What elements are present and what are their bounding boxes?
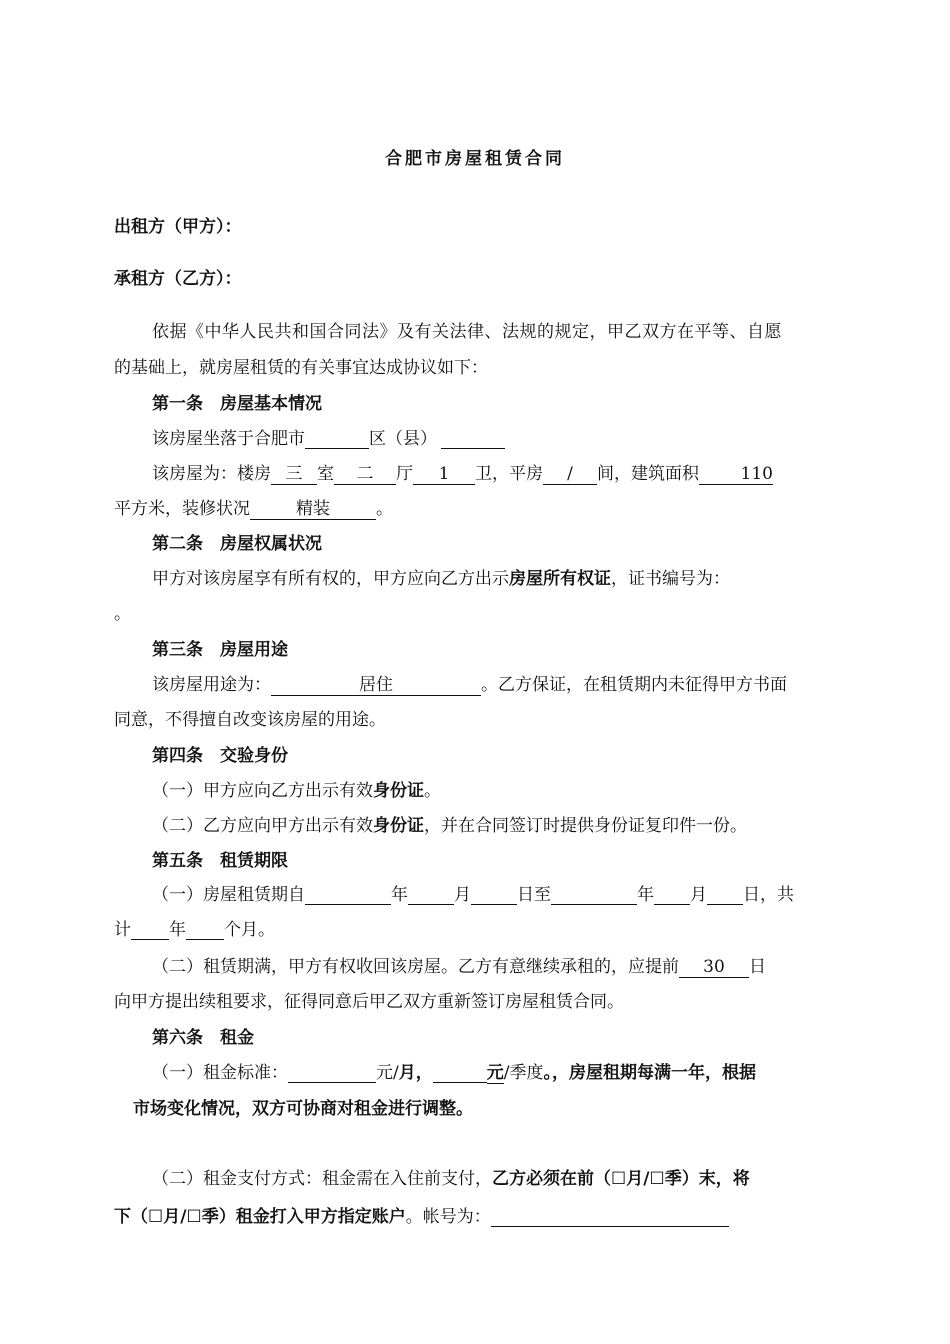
intro-line-1: 依据《中华人民共和国合同法》及有关法律、法规的规定，甲乙双方在平等、自愿 <box>152 322 782 342</box>
id2-card-text: 身份证 <box>373 816 424 836</box>
term-total: 计 <box>114 920 131 940</box>
id-text-b: 。 <box>424 781 441 801</box>
account-number-blank[interactable] <box>491 1206 729 1227</box>
layout-text-f: 平方米，装修状况 <box>114 499 250 519</box>
ownership-text-a: 甲方对该房屋享有所有权的，甲方应向乙方出示 <box>152 569 509 589</box>
term-year-2: 年 <box>637 885 654 905</box>
article-1-decoration <box>114 498 393 520</box>
notice-days-field[interactable]: 30 <box>679 957 749 978</box>
layout-text-c: 厅 <box>396 464 413 484</box>
account-label: 。帐号为： <box>405 1207 491 1227</box>
layout-text-a: 该房屋为：楼房 <box>152 464 271 484</box>
article-6-item-2 <box>152 1168 750 1190</box>
layout-text-d: 卫，平房 <box>475 464 543 484</box>
article-5-item-1 <box>152 884 794 906</box>
id2-text-a: （二）乙方应向甲方出示有效 <box>152 816 373 836</box>
area-field[interactable]: 110 <box>699 464 773 485</box>
article-5-heading: 第五条 租赁期限 <box>152 851 288 871</box>
article-6-item-1-cont: 市场变化情况，双方可协商对租金进行调整。 <box>133 1099 473 1119</box>
district-text: 区（县） <box>369 429 437 449</box>
article-4-item-2 <box>152 815 747 837</box>
city-blank[interactable] <box>305 428 369 449</box>
end-day-blank[interactable] <box>707 884 743 905</box>
halls-field[interactable]: 二 <box>334 464 396 485</box>
rent-adjust-text: 。，房屋租期每满一年，根据 <box>543 1063 756 1083</box>
end-month-blank[interactable] <box>654 884 690 905</box>
article-1-location <box>152 428 505 450</box>
article-3-heading: 第三条 房屋用途 <box>152 640 288 660</box>
rent-yuan: 元 <box>486 1063 504 1083</box>
article-3-use-cont: 同意，不得擅自改变该房屋的用途。 <box>114 710 386 730</box>
article-3-use <box>152 674 787 696</box>
payment-account-text: 下（☐月/☐季）租金打入甲方指定账户 <box>114 1207 406 1227</box>
lessee-label: 承租方（乙方）： <box>114 269 242 289</box>
end-year-blank[interactable] <box>551 884 637 905</box>
intro-line-2: 的基础上，就房屋租赁的有关事宜达成协议如下： <box>114 358 488 378</box>
term-day-to: 日至 <box>517 885 551 905</box>
payment-text-a: （二）租金支付方式：租金需在入住前支付， <box>152 1169 492 1189</box>
start-year-blank[interactable] <box>305 884 391 905</box>
rent-unit-2: /季度 <box>503 1063 544 1083</box>
renew-text-a: （二）租赁期满，甲方有权收回该房屋。乙方有意继续承租的，应提前 <box>152 957 679 977</box>
layout-text-b: 室 <box>317 464 334 484</box>
id-card-text: 身份证 <box>373 781 424 801</box>
term-day-2: 日，共 <box>743 885 794 905</box>
rent-text-a: （一）租金标准： <box>152 1063 288 1083</box>
article-4-heading: 第四条 交验身份 <box>152 746 288 766</box>
start-month-blank[interactable] <box>408 884 454 905</box>
article-6-item-1 <box>152 1062 756 1084</box>
decoration-field[interactable]: 精装 <box>250 499 376 520</box>
article-1-heading: 第一条 房屋基本情况 <box>152 394 322 414</box>
term-year: 年 <box>391 885 408 905</box>
rent-unit-1: 元/ <box>376 1063 399 1083</box>
ownership-cert-text: 房屋所有权证 <box>509 569 611 589</box>
article-5-item-1-cont <box>114 919 275 941</box>
term-text-a: （一）房屋租赁期自 <box>152 885 305 905</box>
use-text-b: 。乙方保证，在租赁期内未征得甲方书面 <box>481 675 787 695</box>
renew-text-b: 日 <box>749 957 766 977</box>
district-blank[interactable] <box>441 428 505 449</box>
layout-text-g: 。 <box>376 499 393 519</box>
article-4-item-1 <box>152 780 441 802</box>
article-6-heading: 第六条 租金 <box>152 1028 254 1048</box>
quarterly-rent-blank[interactable] <box>433 1062 487 1083</box>
article-2-heading: 第二条 房屋权属状况 <box>152 534 322 554</box>
article-5-item-2-cont: 向甲方提出续租要求，征得同意后甲乙双方重新签订房屋租赁合同。 <box>114 992 624 1012</box>
use-text-a: 该房屋用途为： <box>152 675 271 695</box>
use-field[interactable]: 居住 <box>271 675 481 696</box>
rooms-field[interactable]: 三 <box>271 464 317 485</box>
payment-deadline-text: 乙方必须在前（☐月/☐季）末，将 <box>492 1169 750 1189</box>
layout-text-e: 间，建筑面积 <box>597 464 699 484</box>
bungalow-field[interactable]: / <box>543 464 597 485</box>
article-2-end: 。 <box>114 604 131 624</box>
id-text-a: （一）甲方应向乙方出示有效 <box>152 781 373 801</box>
start-day-blank[interactable] <box>471 884 517 905</box>
article-5-item-2 <box>152 956 766 978</box>
article-1-layout <box>152 463 773 485</box>
term-month: 月 <box>454 885 471 905</box>
id2-text-b: ，并在合同签订时提供身份证复印件一份。 <box>424 816 747 836</box>
ownership-text-b: ，证书编号为： <box>611 569 730 589</box>
baths-field[interactable]: 1 <box>413 464 475 485</box>
monthly-rent-blank[interactable] <box>288 1062 376 1083</box>
rent-month: 月 <box>398 1063 416 1083</box>
lessor-label: 出租方（甲方）： <box>114 217 242 237</box>
term-months: 个月。 <box>224 920 275 940</box>
term-month-2: 月 <box>690 885 707 905</box>
article-6-item-2-cont <box>114 1206 729 1228</box>
page-title: 合肥市房屋租赁合同 <box>385 149 565 169</box>
article-2-text <box>152 568 730 590</box>
total-years-blank[interactable] <box>131 919 169 940</box>
rent-comma: ， <box>415 1063 433 1083</box>
location-text: 该房屋坐落于合肥市 <box>152 429 305 449</box>
total-months-blank[interactable] <box>186 919 224 940</box>
term-years: 年 <box>169 920 186 940</box>
